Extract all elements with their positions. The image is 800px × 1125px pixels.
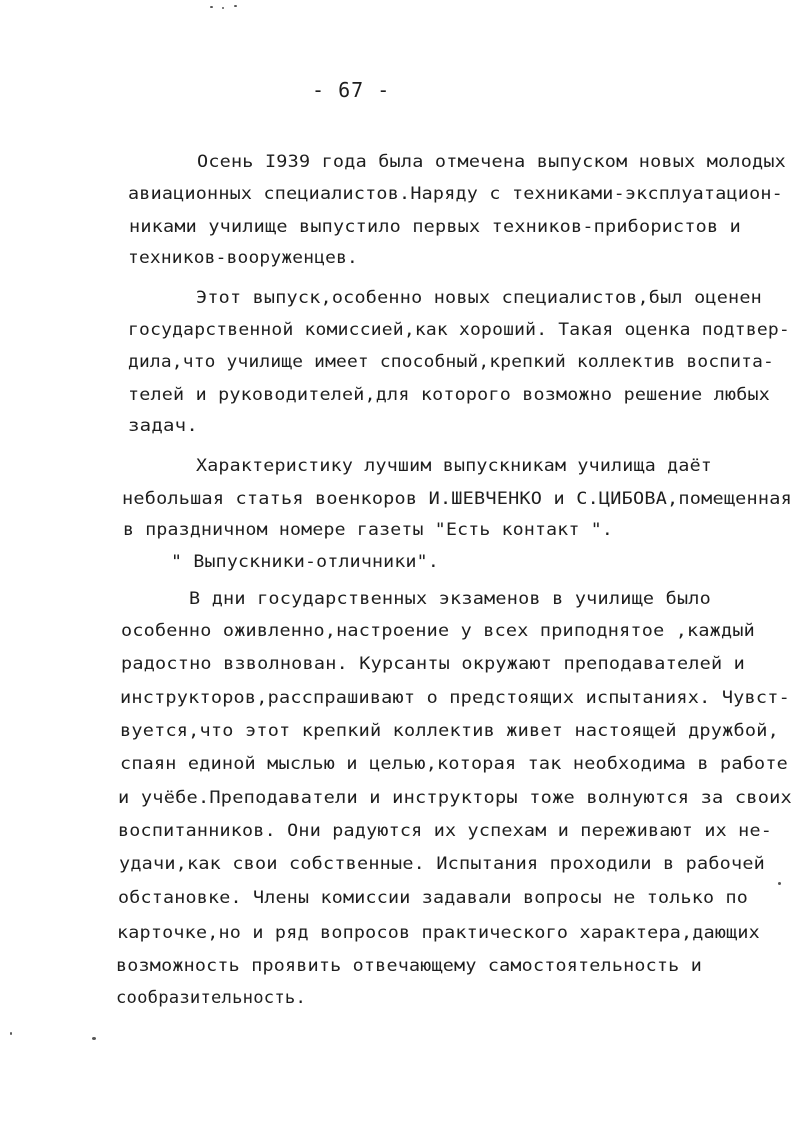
scan-speck <box>234 5 237 7</box>
text-line: радостно взволнован. Курсанты окружают преподавателей и <box>121 654 746 674</box>
text-line: авиационных специалистов.Наряду с техниками-эксплуатацион- <box>128 184 783 204</box>
scan-speck <box>10 1032 12 1035</box>
text-line: удачи,как свои собственные. Испытания проходили в рабочей <box>119 854 766 874</box>
text-line: возможность проявить отвечающему самостоятельность и <box>116 956 702 976</box>
scan-speck <box>92 1037 96 1040</box>
text-line: инструкторов,расспрашивают о предстоящих испытаниях. Чувст- <box>120 688 790 708</box>
text-line: вуется,что этот крепкий коллектив живет настоящей дружбой, <box>120 721 779 741</box>
text-line: спаян единой мыслью и целью,которая так необходима в работе <box>120 754 789 774</box>
text-line: никами училище выпустило первых техников-прибористов и <box>129 217 742 237</box>
text-line: техников-вооруженцев. <box>128 248 359 268</box>
text-line: особенно оживленно,настроение у всех приподнятое ,каждый <box>121 621 755 641</box>
page-number: - 67 - <box>312 78 391 102</box>
text-line: Осень I939 года была отмечена выпуском новых молодых <box>197 152 787 172</box>
text-line: обстановке. Члены комиссии задавали вопросы не только по <box>118 888 748 908</box>
text-line: телей и руководителей,для которого возможно решение любых <box>128 385 771 405</box>
text-line: воспитанников. Они радуются их успехам и переживают их не- <box>118 821 773 841</box>
scan-speck <box>210 6 213 8</box>
text-line: карточке,но и ряд вопросов практического характера,дающих <box>117 923 760 943</box>
scan-speck <box>778 882 781 885</box>
text-line: дила,что училище имеет способный,крепкий коллектив воспита- <box>128 352 775 372</box>
text-line: в праздничном номере газеты "Есть контакт ". <box>123 520 613 540</box>
text-line: государственной комиссией,как хороший. Такая оценка подтвер- <box>128 320 790 340</box>
text-line: и учёбе.Преподаватели и инструкторы тоже волнуются за своих <box>118 788 792 808</box>
scan-speck <box>222 7 224 9</box>
text-line: В дни государственных экзаменов в училище было <box>189 589 712 609</box>
text-line: задач. <box>128 416 198 436</box>
text-line: Характеристику лучшим выпускникам училища даёт <box>196 456 713 476</box>
text-line: небольшая статья военкоров И.ШЕВЧЕНКО и С.ЦИБОВА,помещенная <box>122 489 792 509</box>
text-line: " Выпускники-отличники". <box>171 552 439 572</box>
text-line: Этот выпуск,особенно новых специалистов,был оценен <box>196 288 762 308</box>
text-line: сообразительность. <box>116 988 307 1008</box>
